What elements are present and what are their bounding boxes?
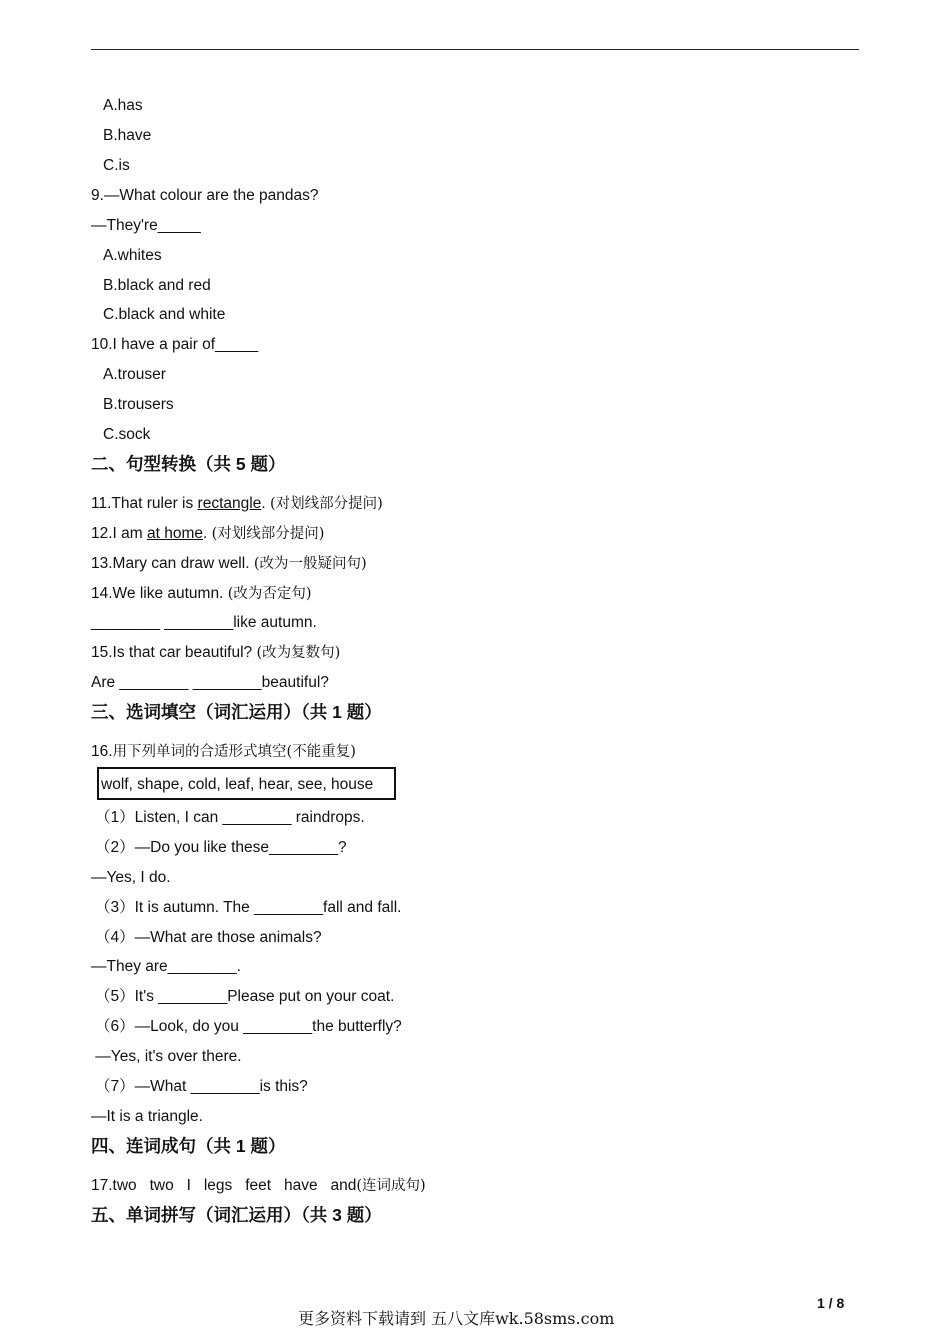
q10-option-c: C.sock [103,426,151,443]
q16-item-6-reply: —Yes, it's over there. [91,1048,242,1065]
top-rule [91,49,859,50]
q16-item-1: （1）Listen, I can ________ raindrops. [95,809,365,826]
section3-heading: 三、选词填空（词汇运用）（共 1 题） [91,702,382,722]
q16-item-3: （3）It is autumn. The ________fall and fall. [95,899,402,916]
q16-item-6: （6）—Look, do you ________the butterfly? [95,1018,402,1035]
q16-instruction: 16.用下列单词的合适形式填空(不能重复) [91,743,356,760]
q16-item-7-reply: —It is a triangle. [91,1108,203,1125]
q10-question: 10.I have a pair of_____ [91,336,259,353]
q17: 17.two two I legs feet have and(连词成句) [91,1177,426,1194]
page-number: 1 / 8 [817,1295,845,1311]
q15: 15.Is that car beautiful? (改为复数句) [91,644,341,661]
section5-heading: 五、单词拼写（词汇运用）（共 3 题） [91,1205,382,1225]
q10-option-b: B.trousers [103,396,174,413]
q13: 13.Mary can draw well. (改为一般疑问句) [91,555,367,572]
q9-answer-line: —They're_____ [91,217,201,234]
q8-option-c: C.is [103,157,130,174]
q8-option-b: B.have [103,127,152,144]
word-bank-box [97,767,396,800]
q16-item-7: （7）—What ________is this? [95,1078,308,1095]
q9-question: 9.—What colour are the pandas? [91,187,319,204]
q10-option-a: A.trouser [103,366,166,383]
q11: 11.That ruler is rectangle. (对划线部分提问) [91,495,383,512]
q16-item-2: （2）—Do you like these________? [95,839,347,856]
q12: 12.I am at home. (对划线部分提问) [91,525,325,542]
q9-option-a: A.whites [103,247,162,264]
q14-blank-line: ________ ________like autumn. [91,614,317,631]
q9-option-c: C.black and white [103,306,226,323]
q16-item-4-reply: —They are________. [91,958,241,975]
q16-item-2-reply: —Yes, I do. [91,869,171,886]
q12-underlined: at home [147,525,204,542]
q16-item-4: （4）—What are those animals? [95,929,322,946]
word-bank: wolf, shape, cold, leaf, hear, see, house [101,776,374,793]
q11-underlined: rectangle [197,495,262,512]
section4-heading: 四、连词成句（共 1 题） [91,1136,286,1156]
q9-option-b: B.black and red [103,277,211,294]
q14: 14.We like autumn. (改为否定句) [91,585,312,602]
footer-promo[interactable]: 更多资料下载请到 五八文库wk.58sms.com [298,1309,615,1328]
q8-option-a: A.has [103,97,143,114]
q16-item-5: （5）It's ________Please put on your coat. [95,988,395,1005]
section2-heading: 二、句型转换（共 5 题） [91,454,286,474]
q15-blank-line: Are ________ ________beautiful? [91,674,329,691]
